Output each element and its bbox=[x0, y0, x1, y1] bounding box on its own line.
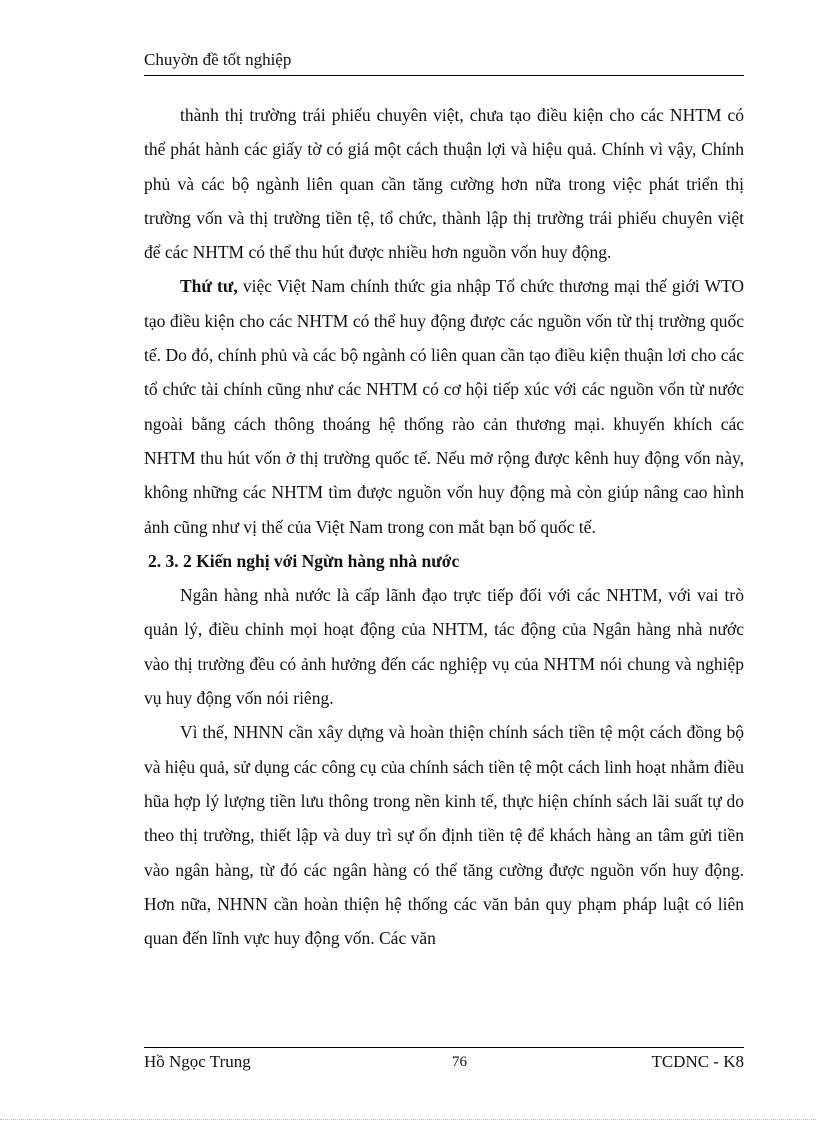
footer-author: Hồ Ngọc Trung bbox=[144, 1052, 251, 1071]
page-bottom-border bbox=[0, 1119, 816, 1120]
paragraph-2 bbox=[144, 269, 744, 543]
header-rule bbox=[144, 75, 744, 76]
paragraph-2-lead: Thứ tư, bbox=[180, 276, 238, 297]
paragraph-4: Vì thế, NHNN cần xây dựng và hoàn thiện chính sách tiền tệ một cách đồng bộ và hiệu quả, sử dụng các công cụ của chính sách tiền tệ một cách linh hoạt nhằm điều hũa hợp lý lượng tiền lưu thông trong nền kinh tế, thực hiện chính sách lãi suất tự do theo thị trường, thiết lập và duy trì sự ổn định tiền tệ để khách hàng an tâm gửi tiền vào ngân hàng, từ đó các ngân hàng có thể tăng cường được nguồn vốn huy động. Hơn nữa, NHNN cần hoàn thiện hệ thống các văn bản quy phạm pháp luật có liên quan đến lĩnh vực huy động vốn. Các văn bbox=[144, 722, 744, 949]
paragraph-2-text: việc Việt Nam chính thức gia nhập Tổ chức thương mại thế giới WTO tạo điều kiện cho các NHTM có thể huy động được các nguồn vốn từ thị trường quốc tế. Do đó, chính phủ và các bộ ngành có liên quan cần tạo điều kiện thuận lơi cho các tổ chức tài chính cũng như các NHTM có cơ hội tiếp xúc với các nguồn vốn từ nước ngoài bằng cách thông thoáng hệ thống rào cản thương mại. khuyến khích các NHTM thu hút vốn ở thị trường quốc tế. Nếu mở rộng được kênh huy động vốn này, không những các NHTM tìm được nguồn vốn huy động mà còn giúp nâng cao hình ảnh cũng như vị thế của Việt Nam trong con mắt bạn bố quốc tế. bbox=[144, 276, 744, 537]
header-title: Chuyờn đề tốt nghiệp bbox=[144, 50, 292, 69]
section-heading: 2. 3. 2 Kiến nghị với Ngừn hàng nhà nước bbox=[148, 550, 460, 571]
footer-rule bbox=[144, 1047, 744, 1048]
page-footer bbox=[144, 1052, 744, 1074]
footer-class-code: TCDNC - K8 bbox=[651, 1052, 744, 1071]
page-header bbox=[144, 50, 744, 70]
paragraph-3: Ngân hàng nhà nước là cấp lãnh đạo trực tiếp đối với các NHTM, với vai trò quản lý, điều chỉnh mọi hoạt động của NHTM, tác động của Ngân hàng nhà nước vào thị trường đều có ảnh hưởng đến các nghiệp vụ của NHTM nói chung và nghiệp vụ huy động vốn nói riêng. bbox=[144, 585, 744, 709]
footer-page-number: 76 bbox=[452, 1054, 467, 1070]
paragraph-1: thành thị trường trái phiếu chuyên việt, chưa tạo điều kiện cho các NHTM có thể phát hành các giấy tờ có giá một cách thuận lợi và hiệu quả. Chính vì vậy, Chính phủ và các bộ ngành liên quan cần tăng cường hơn nữa trong việc phát triển thị trường vốn và thị trường tiền tệ, tổ chức, thành lập thị trường trái phiếu chuyên việt để các NHTM có thể thu hút được nhiều hơn nguồn vốn huy động. bbox=[144, 105, 744, 263]
document-body bbox=[144, 98, 744, 955]
